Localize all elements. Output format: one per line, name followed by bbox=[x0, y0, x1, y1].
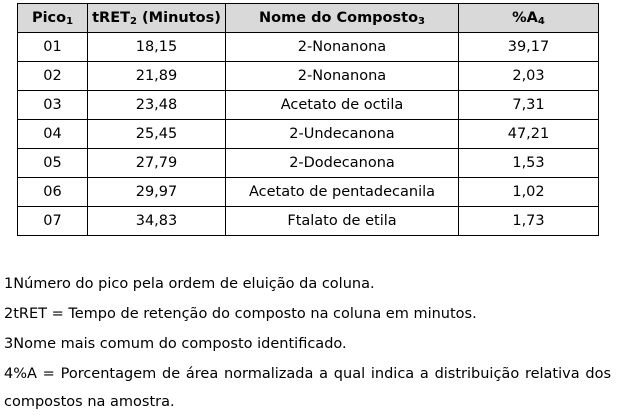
header-tret-label: tRET bbox=[92, 9, 131, 26]
cell-tret: 23,48 bbox=[88, 91, 226, 120]
cell-peak: 07 bbox=[18, 207, 88, 236]
table-row bbox=[18, 149, 599, 178]
header-area-percent bbox=[459, 4, 599, 33]
table-row bbox=[18, 62, 599, 91]
header-area-label: %A bbox=[512, 9, 538, 26]
header-area-subscript: 4 bbox=[537, 15, 545, 27]
cell-tret: 25,45 bbox=[88, 120, 226, 149]
footnotes bbox=[4, 269, 611, 415]
header-tret-unit: (Minutos) bbox=[137, 9, 221, 26]
cell-compound: 2-Nonanona bbox=[226, 62, 459, 91]
footnote-1: 1Número do pico pela ordem de eluição da coluna. bbox=[4, 276, 375, 292]
cell-peak: 02 bbox=[18, 62, 88, 91]
table-header-row bbox=[18, 4, 599, 33]
cell-compound: 2-Nonanona bbox=[226, 33, 459, 62]
header-peak-subscript: 1 bbox=[66, 15, 74, 27]
footnote-4-line-1: 4%A = Porcentagem de área normalizada a qual indica a distribuição relativa dos bbox=[4, 366, 611, 382]
header-compound-name bbox=[226, 4, 459, 33]
cell-compound: Acetato de pentadecanila bbox=[226, 178, 459, 207]
cell-area: 2,03 bbox=[459, 62, 599, 91]
table-row bbox=[18, 91, 599, 120]
cell-tret: 21,89 bbox=[88, 62, 226, 91]
table-row bbox=[18, 207, 599, 236]
header-peak-label: Pico bbox=[31, 9, 67, 26]
cell-tret: 34,83 bbox=[88, 207, 226, 236]
cell-peak: 03 bbox=[18, 91, 88, 120]
cell-area: 47,21 bbox=[459, 120, 599, 149]
cell-compound: 2-Dodecanona bbox=[226, 149, 459, 178]
cell-tret: 29,97 bbox=[88, 178, 226, 207]
cell-peak: 04 bbox=[18, 120, 88, 149]
table-row bbox=[18, 120, 599, 149]
footnote-4-line-2: compostos na amostra. bbox=[4, 394, 175, 410]
footnote-2: 2tRET = Tempo de retenção do composto na coluna em minutos. bbox=[4, 306, 477, 322]
cell-tret: 27,79 bbox=[88, 149, 226, 178]
cell-peak: 06 bbox=[18, 178, 88, 207]
footnote-3: 3Nome mais comum do composto identificado. bbox=[4, 336, 347, 352]
cell-area: 39,17 bbox=[459, 33, 599, 62]
cell-area: 1,53 bbox=[459, 149, 599, 178]
header-compound-subscript: 3 bbox=[418, 15, 426, 27]
header-tret-subscript: 2 bbox=[130, 15, 137, 27]
table-row bbox=[18, 33, 599, 62]
cell-tret: 18,15 bbox=[88, 33, 226, 62]
cell-area: 1,02 bbox=[459, 178, 599, 207]
cell-peak: 05 bbox=[18, 149, 88, 178]
cell-peak: 01 bbox=[18, 33, 88, 62]
header-compound-label: Nome do Composto bbox=[258, 9, 419, 26]
cell-compound: Acetato de octila bbox=[226, 91, 459, 120]
cell-area: 7,31 bbox=[459, 91, 599, 120]
cell-compound: Ftalato de etila bbox=[226, 207, 459, 236]
table-row bbox=[18, 178, 599, 207]
cell-area: 1,73 bbox=[459, 207, 599, 236]
header-peak bbox=[18, 4, 88, 33]
header-retention-time bbox=[88, 4, 226, 33]
compound-table bbox=[17, 3, 599, 236]
cell-compound: 2-Undecanona bbox=[226, 120, 459, 149]
